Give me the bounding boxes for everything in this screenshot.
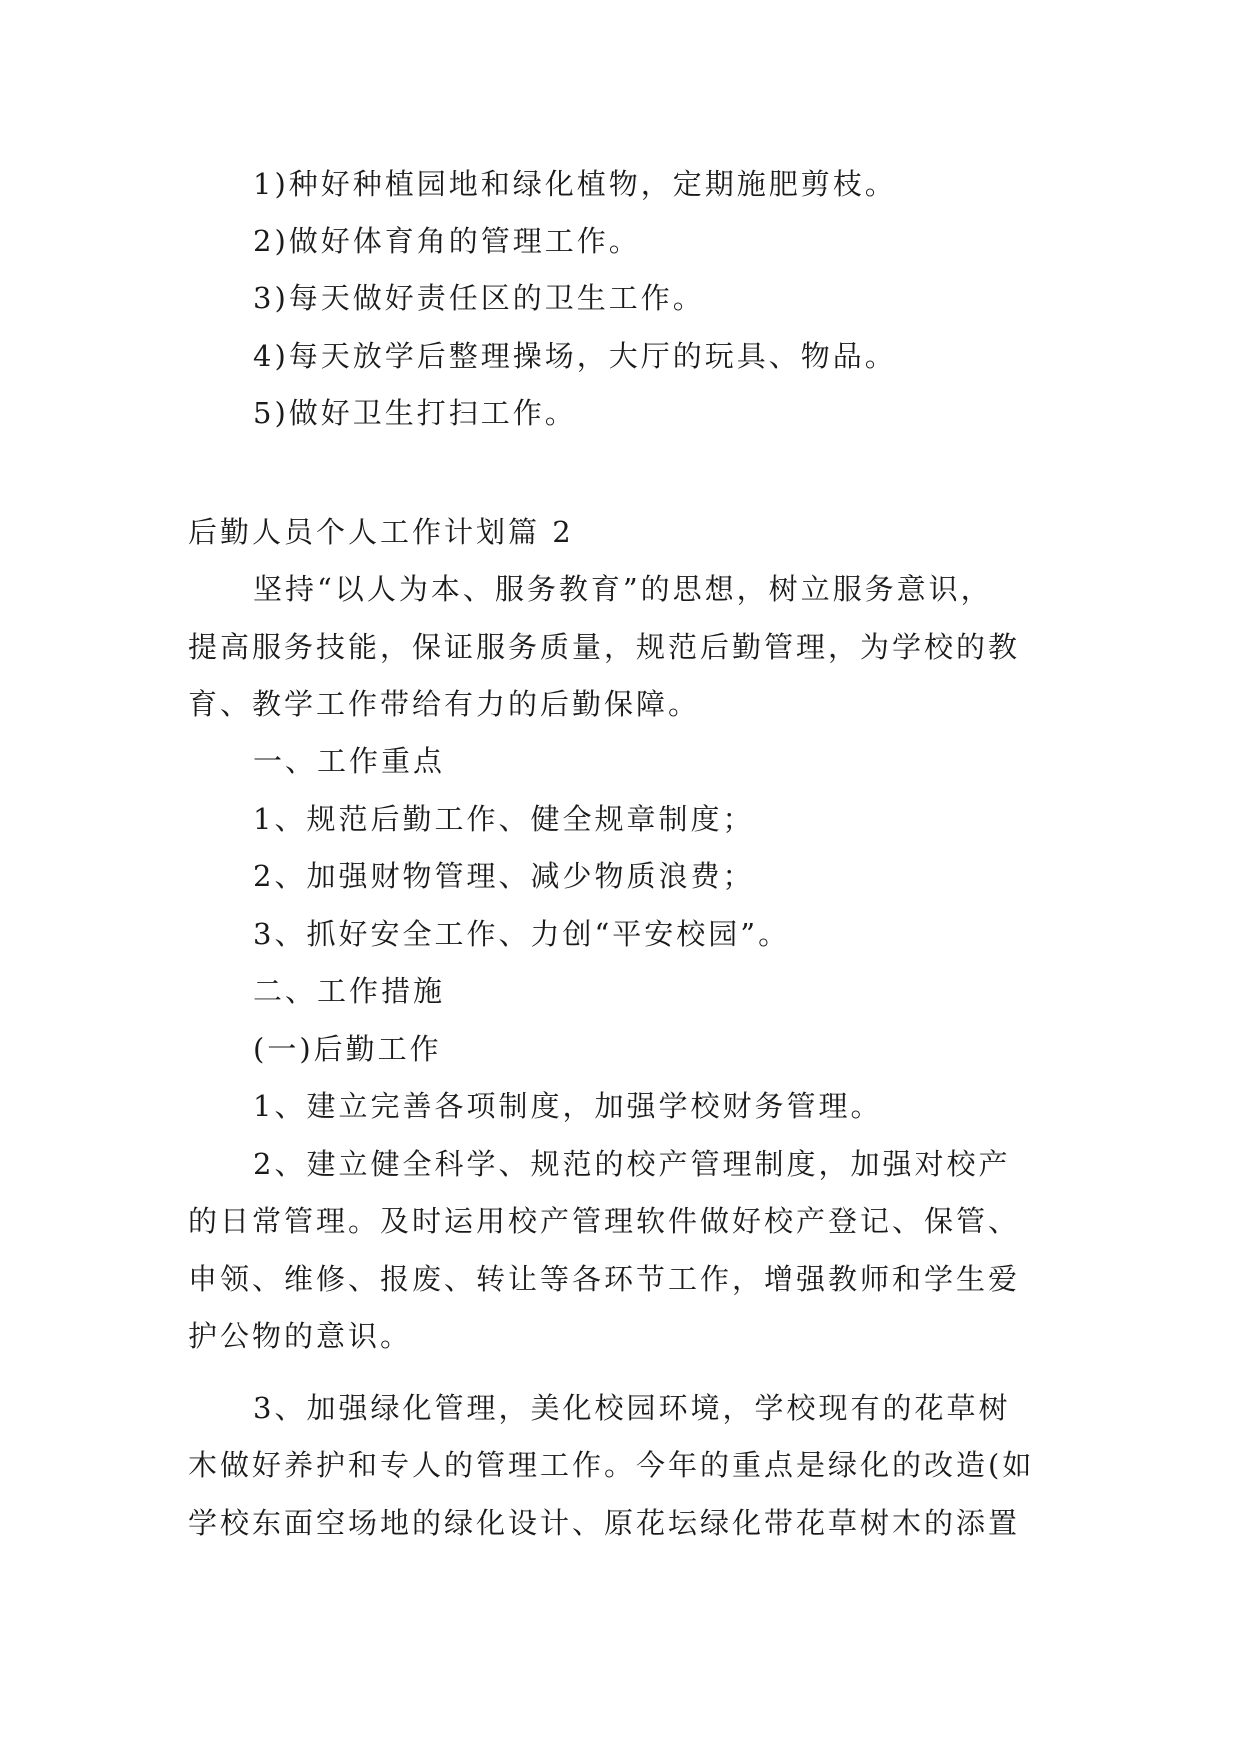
paragraph-line: 申领、维修、报废、转让等各环节工作，增强教师和学生爱 xyxy=(188,1262,1021,1296)
list-item: 1)种好种植园地和绿化植物，定期施肥剪枝。 xyxy=(253,167,897,201)
section-title: 后勤人员个人工作计划篇 2 xyxy=(188,515,574,549)
paragraph-line: 3、加强绿化管理，美化校园环境，学校现有的花草树 xyxy=(253,1391,1011,1425)
list-item: 1、规范后勤工作、健全规章制度； xyxy=(253,802,755,836)
list-item: 5)做好卫生打扫工作。 xyxy=(253,396,577,430)
paragraph-line: 提高服务技能，保证服务质量，规范后勤管理，为学校的教 xyxy=(188,630,1021,664)
paragraph-line: 学校东面空场地的绿化设计、原花坛绿化带花草树木的添置 xyxy=(188,1506,1021,1540)
heading-measures: 二、工作措施 xyxy=(253,974,446,1008)
list-item: 3、抓好安全工作、力创“平安校园”。 xyxy=(253,917,791,951)
list-item: 2、加强财物管理、减少物质浪费； xyxy=(253,859,755,893)
paragraph-line: 木做好养护和专人的管理工作。今年的重点是绿化的改造(如 xyxy=(188,1448,1035,1482)
paragraph-line: 护公物的意识。 xyxy=(188,1319,413,1353)
list-item: 2)做好体育角的管理工作。 xyxy=(253,224,641,258)
list-item: 4)每天放学后整理操场，大厅的玩具、物品。 xyxy=(253,339,897,373)
paragraph-line: 坚持“以人为本、服务教育”的思想，树立服务意识， xyxy=(253,572,993,606)
subheading-logistics: (一)后勤工作 xyxy=(253,1032,442,1066)
paragraph-line: 1、建立完善各项制度，加强学校财务管理。 xyxy=(253,1089,883,1123)
paragraph-line: 2、建立健全科学、规范的校产管理制度，加强对校产 xyxy=(253,1147,1011,1181)
list-item: 3)每天做好责任区的卫生工作。 xyxy=(253,281,705,315)
paragraph-line: 的日常管理。及时运用校产管理软件做好校产登记、保管、 xyxy=(188,1204,1021,1238)
heading-focus: 一、工作重点 xyxy=(253,744,446,778)
paragraph-line: 育、教学工作带给有力的后勤保障。 xyxy=(188,687,701,721)
